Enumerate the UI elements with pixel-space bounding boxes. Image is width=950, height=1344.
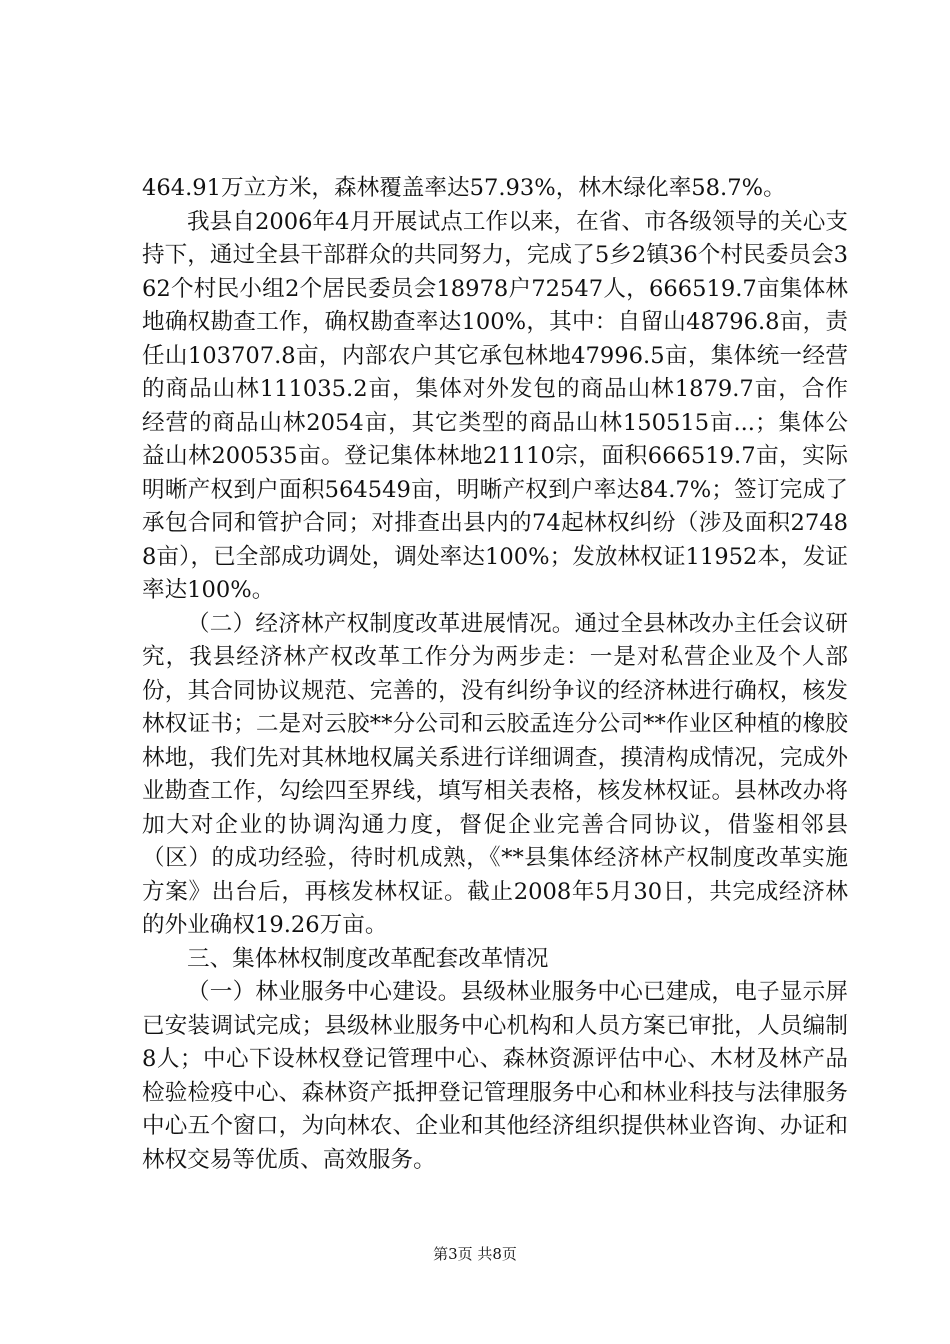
document-body: [142, 172, 848, 1177]
paragraph-forest-coverage: 464.91万立方米，森林覆盖率达57.93%，林木绿化率58.7%。: [142, 175, 786, 201]
paragraph-service-center: （一）林业服务中心建设。县级林业服务中心已建成，电子显示屏已安装调试完成；县级林业服务中心机构和人员方案已审批，人员编制8人；中心下设林权登记管理中心、森林资源评估中心、木材及林产品检验检疫中心、森林资产抵押登记管理服务中心和林业科技与法律服务中心五个窗口，为向林农、企业和其他经济组织提供林业咨询、办证和林权交易等优质、高效服务。: [142, 979, 848, 1173]
section-heading-supporting-reform: 三、集体林权制度改革配套改革情况: [187, 945, 549, 972]
paragraph-economic-forest-reform: （二）经济林产权制度改革进展情况。通过全县林改办主任会议研究，我县经济林产权改革工作分为两步走：一是对私营企业及个人部份，其合同协议规范、完善的，没有纠纷争议的经济林进行确权，核发林权证书；二是对云胶**分公司和云胶孟连分公司**作业区种植的橡胶林地，我们先对其林地权属关系进行详细调查，摸清构成情况，完成外业勘查工作，勾绘四至界线，填写相关表格，核发林权证。县林改办将加大对企业的协调沟通力度，督促企业完善合同协议，借鉴相邻县（区）的成功经验，待时机成熟，《**县集体经济林产权制度改革实施方案》出台后，再核发林权证。截止2008年5月30日，共完成经济林的外业确权19.26万亩。: [142, 610, 848, 938]
page-footer: 第3页 共8页: [433, 1245, 517, 1263]
paragraph-pilot-work: 我县自2006年4月开展试点工作以来，在省、市各级领导的关心支持下，通过全县干部群众的共同努力，完成了5乡2镇36个村民委员会362个村民小组2个居民委员会18978户72547人，666519.7亩集体林地确权勘查工作，确权勘查率达100%，其中：自留山48796.8亩，责任山103707.8亩，内部农户其它承包林地47996.5亩，集体统一经营的商品山林111035.2亩，集体对外发包的商品山林1879.7亩，合作经营的商品山林2054亩，其它类型的商品山林150515亩...；集体公益山林200535亩。登记集体林地21110宗，面积666519.7亩，实际明晰产权到户面积564549亩，明晰产权到户率达84.7%；签订完成了承包合同和管护合同；对排查出县内的74起林权纠纷（涉及面积27488亩），已全部成功调处，调处率达100%；发放林权证11952本，发证率达100%。: [142, 208, 848, 603]
